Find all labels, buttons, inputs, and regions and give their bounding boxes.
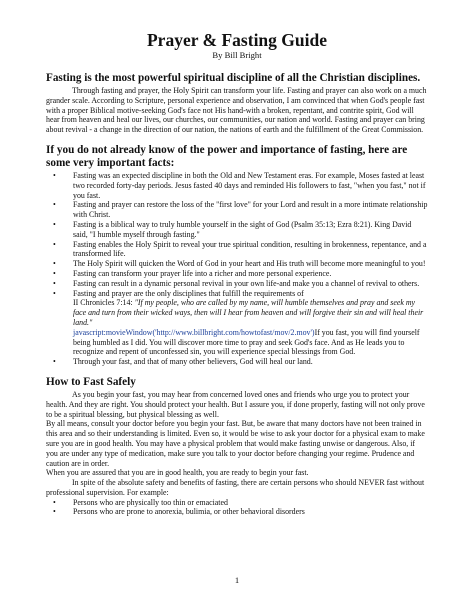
list-item: • Fasting can transform your prayer life into a richer and more personal experience. [53,268,332,278]
bullet-icon: • [53,259,56,269]
document-byline: By Bill Bright [212,50,262,60]
section-heading-powerful-discipline: Fasting is the most powerful spiritual discipline of all the Christian disciplines. [46,72,421,84]
safety-paragraph-3: When you are assured that you are in good health, you are ready to begin your fast. [46,468,309,478]
bullet-icon: • [53,497,56,507]
bullet-icon: • [53,200,56,210]
list-item: • Fasting is a biblical way to truly humble yourself in the sight of God (Psalm 35:13; Ezra 8:21). King David said, "I humble myself through fasting." [53,219,412,239]
page-number: 1 [234,575,240,585]
safety-paragraph-1: As you begin your fast, you may hear from concerned loved ones and friends who urge you to protect your health. And they are right. You should protect your health. But I assure you, if done properly, fasting will not only prove to be a spiritual blessing, but physical blessing as well. [46,389,425,419]
safety-paragraph-4: In spite of the absolute safety and benefits of fasting, there are certain persons who should NEVER fast without professional supervision. For example: [46,478,425,497]
bullet-icon: • [53,278,56,288]
bullet-icon: • [53,239,56,249]
section-heading-fast-safely: How to Fast Safely [46,375,136,388]
scripture-reference: II Chronicles 7:14: [73,298,135,308]
bullet-icon: • [53,268,56,278]
movie-window-link[interactable]: javascript:movieWindow('http://www.billbright.com/howtofast/mov/2.mov') [73,327,315,337]
list-item: • Fasting and prayer can restore the loss of the "first love" for your Lord and result in a more intimate relationship with Christ. [53,200,428,220]
list-item: • Fasting enables the Holy Spirit to reveal your true spiritual condition, resulting in brokenness, repentance, and a transformed life. [53,239,427,259]
list-item: • Through your fast, and that of many other believers, God will heal our land. [53,357,313,367]
intro-paragraph: Through fasting and prayer, the Holy Spirit can transform your life. Fasting and prayer can also work on a much grander scale. According to Scripture, personal experience and observation, I am convinced that when God's people fast with a proper Biblical motive-seeking God's face not His hand-with a broken, repentant, and contrite spirit, God will hear from heaven and heal our lives, our churches, our communities, our nation and world. Fasting and prayer can bring about revival - a change in the direction of our nation, the nations of earth and the fulfillment of the Great Commission. [46,86,427,135]
list-item: • Persons who are prone to anorexia, bulimia, or other behavioral disorders [53,507,305,517]
list-item: • The Holy Spirit will quicken the Word of God in your heart and His truth will become more meaningful to you! [53,259,426,269]
section-heading-important-facts: If you do not already know of the power and importance of fasting, here are some very important facts: [46,143,408,169]
caution-list [46,498,428,518]
facts-list [46,171,428,367]
safety-paragraph-2: By all means, consult your doctor before you begin your fast. But, be aware that many doctors have not been trained in this area and so their understanding is limited. Even so, it would be wise to ask your doctor for a physical exam to make sure you are in good health. You may have a physical problem that would make fasting unwise or dangerous. Also, if you are under any type of medication, make sure you talk to your doctor before changing your regime. Prudence and caution are in order. [46,419,425,468]
bullet-icon: • [53,507,56,517]
bullet-icon: • [53,357,56,367]
list-item: • Fasting was an expected discipline in both the Old and New Testament eras. For example, Moses fasted at least two recorded forty-day periods. Jesus fasted 40 days and reminded His followers to fast, "when you fast," not if you fast. [53,170,426,200]
list-item: • Fasting can result in a dynamic personal revival in your own life-and make you a channel of revival to others. [53,278,420,288]
bullet-icon: • [53,288,56,298]
bullet-icon: • [53,219,56,229]
document-title: Prayer & Fasting Guide [146,30,327,50]
list-item-chronicles: • Fasting and prayer are the only disciplines that fulfill the requirements of II Chronicles 7:14: "If my people, who are called by my name, will humble themselves and pray and seek my face and turn from their wicked ways, then will I hear from heaven and will forgive their sin and will heal their land." javascript:movieWindow('http://www.billbright.com/howtofast/mov/2.mov')If you fast, you will find yourself being humbled as I did. You will discover more time to pray and seek God's face. And as He leads you to recognize and repent of unconfessed sin, you will experience special blessings from God. [53,288,424,357]
scripture-quote: "If my people, who are called by my name, will humble themselves and pray and seek my face and turn from their wicked ways, then will I hear from heaven and will forgive their sin and will heal their land." [73,298,424,327]
list-item: • Persons who are physically too thin or emaciated [53,497,228,507]
bullet-icon: • [53,170,56,180]
